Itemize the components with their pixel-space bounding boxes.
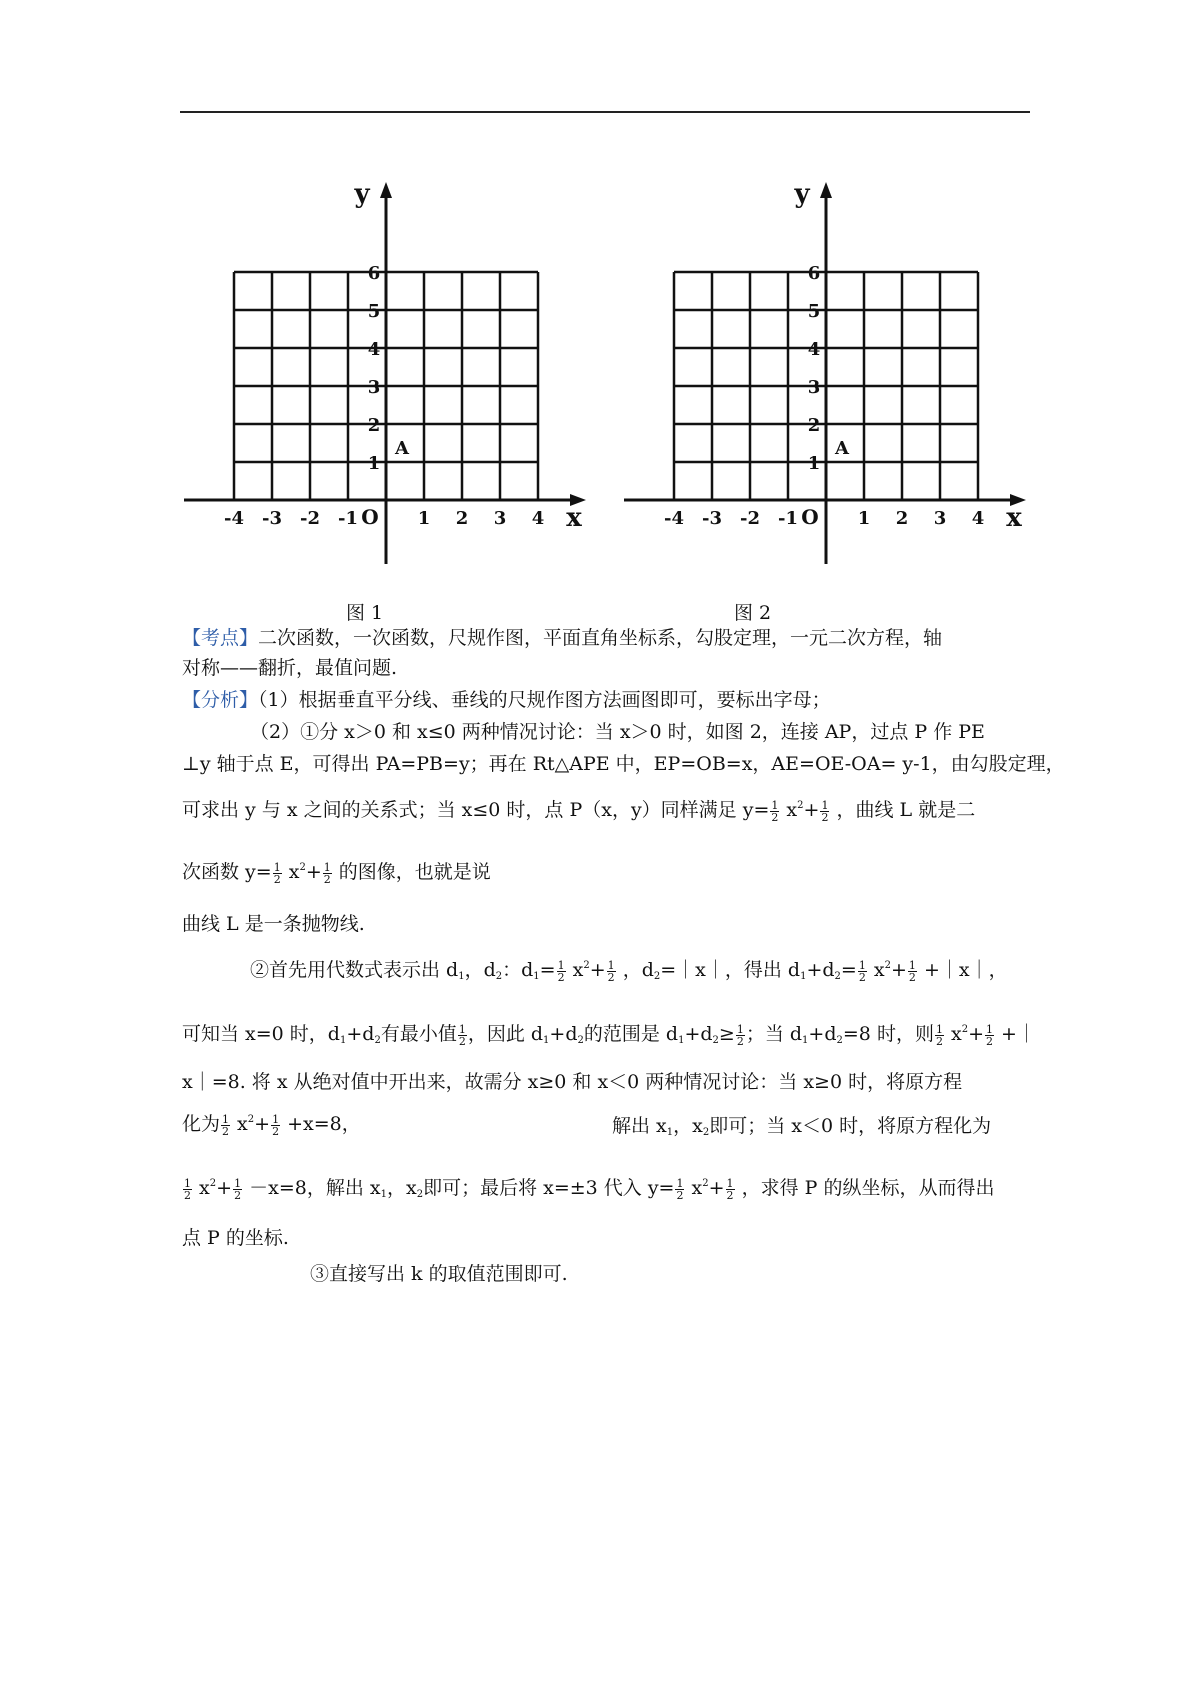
y-tick-label: 5 bbox=[807, 301, 821, 322]
figure-1 bbox=[180, 179, 600, 590]
x-tick-label: 1 bbox=[857, 508, 871, 529]
y-axis-arrow bbox=[380, 182, 392, 198]
y-tick-label: 3 bbox=[367, 377, 381, 398]
x-tick-label: 3 bbox=[933, 508, 947, 529]
fenxi-line-12: 点 P 的坐标. bbox=[182, 1227, 289, 1249]
x-tick-label: 4 bbox=[971, 508, 985, 529]
fenxi-tag: 【分析】 bbox=[182, 689, 259, 711]
x-tick-label: -1 bbox=[778, 508, 798, 529]
point-a-label: A bbox=[835, 438, 849, 459]
fenxi-line-7: ②首先用代数式表示出 $d_1$，$d_2$：$d_1=$ $\frac{1}{2}$ $x^2+$ $\frac{1}{2}$ ，$d_2=|x|$，得出 $d_1+d_2=$ $\frac{1}{2}$ $x^2+$ $\frac{1}{2}$ +｜x｜， bbox=[250, 958, 1008, 984]
fraction-half: $\frac{1}{2}$ bbox=[184, 1176, 191, 1202]
y-tick-label: 2 bbox=[807, 415, 821, 436]
fraction-half: $\frac{1}{2}$ bbox=[676, 1176, 684, 1202]
y-tick-label: 5 bbox=[367, 301, 381, 322]
x-tick-label: 2 bbox=[455, 508, 469, 529]
y-tick-label: 4 bbox=[367, 339, 381, 360]
fenxi-line-8: 可知当 x=0 时，$d_1+d_2$有最小值 $\frac{1}{2}$ ，因此 $d_1+d_2$的范围是 $d_1+d_2\ge$ $\frac{1}{2}$ ；当 $d_1+d_2=8$ 时，则 $\frac{1}{2}$ $x^2+$ $\frac{1}{2}$ +｜ bbox=[182, 1022, 1036, 1048]
fraction-half: $\frac{1}{2}$ bbox=[908, 958, 916, 984]
y-tick-label: 6 bbox=[807, 263, 821, 284]
y-tick-label: 3 bbox=[807, 377, 821, 398]
fraction-half: $\frac{1}{2}$ bbox=[273, 860, 281, 886]
x-tick-label: 4 bbox=[531, 508, 545, 529]
fraction-half: $\frac{1}{2}$ bbox=[771, 798, 779, 824]
fenxi-line-9: x｜=8. 将 x 从绝对值中开出来，故需分 x≥0 和 x＜0 两种情况讨论：当 x≥0 时，将原方程 bbox=[182, 1071, 963, 1093]
fenxi-text-1: （1）根据垂直平分线、垂线的尺规作图方法画图即可，要标出字母； bbox=[258, 689, 831, 711]
coordinate-grid-2 bbox=[620, 179, 1040, 590]
fraction-half: $\frac{1}{2}$ bbox=[726, 1176, 734, 1202]
fraction-half: $\frac{1}{2}$ bbox=[736, 1022, 744, 1048]
figure-2 bbox=[620, 179, 1040, 590]
x-tick-label: -1 bbox=[338, 508, 358, 529]
kaodian-tag: 【考点】 bbox=[182, 627, 259, 649]
fenxi-line-2: （2）①分 x＞0 和 x≤0 两种情况讨论：当 x＞0 时，如图 2，连接 AP，过点 P 作 PE bbox=[250, 721, 985, 743]
x-tick-label: -4 bbox=[664, 508, 684, 529]
fenxi-line-4: 可求出 y 与 x 之间的关系式；当 x≤0 时，点 P（x，y）同样满足 y= $\frac{1}{2}$ $x^2+$ $\frac{1}{2}$ ，曲线 L 就是二 bbox=[182, 798, 976, 824]
x-tick-label: 2 bbox=[895, 508, 909, 529]
y-axis-label: y bbox=[794, 179, 810, 209]
kaodian-text: 二次函数，一次函数，尺规作图，平面直角坐标系，勾股定理，一元二次方程，轴 bbox=[258, 627, 943, 649]
fenxi-line-13: ③直接写出 k 的取值范围即可. bbox=[310, 1263, 568, 1285]
y-tick-label: 1 bbox=[807, 453, 821, 474]
coordinate-grid-1 bbox=[180, 179, 600, 590]
x-tick-label: -2 bbox=[740, 508, 760, 529]
fraction-half: $\frac{1}{2}$ bbox=[935, 1022, 943, 1048]
fraction-half: $\frac{1}{2}$ bbox=[858, 958, 866, 984]
x-tick-label: 1 bbox=[417, 508, 431, 529]
y-axis-arrow bbox=[820, 182, 832, 198]
fenxi-line-1 bbox=[182, 688, 831, 712]
figure-2-caption: 图 2 bbox=[734, 602, 772, 624]
origin-label: O bbox=[801, 505, 819, 529]
header-rule bbox=[180, 111, 1030, 113]
fraction-half: $\frac{1}{2}$ bbox=[458, 1022, 466, 1048]
fenxi-line-3: ⊥y 轴于点 E，可得出 PA=PB=y；再在 Rt△APE 中，EP=OB=x，AE=OE-OA= y-1，由勾股定理， bbox=[182, 753, 1065, 775]
y-axis-label: y bbox=[354, 179, 370, 209]
x-axis-label: x bbox=[1006, 503, 1022, 533]
fraction-half: $\frac{1}{2}$ bbox=[323, 860, 331, 886]
x-tick-label: -3 bbox=[702, 508, 722, 529]
fenxi-line-10: 化为 $\frac{1}{2}$ $x^2+$ $\frac{1}{2}$ +x=8， bbox=[182, 1112, 361, 1138]
x-tick-label: -4 bbox=[224, 508, 244, 529]
y-tick-label: 2 bbox=[367, 415, 381, 436]
fraction-half: $\frac{1}{2}$ bbox=[222, 1112, 230, 1138]
kaodian-line-2: 对称——翻折，最值问题. bbox=[182, 657, 398, 679]
fraction-half: $\frac{1}{2}$ bbox=[234, 1176, 242, 1202]
fraction-half: $\frac{1}{2}$ bbox=[607, 958, 615, 984]
y-tick-label: 4 bbox=[807, 339, 821, 360]
point-a-label: A bbox=[395, 438, 409, 459]
x-tick-label: -3 bbox=[262, 508, 282, 529]
fenxi-line-5: 次函数 y= $\frac{1}{2}$ $x^2+$ $\frac{1}{2}$ 的图像，也就是说 bbox=[182, 860, 491, 886]
fraction-half: $\frac{1}{2}$ bbox=[272, 1112, 280, 1138]
kaodian-line-1 bbox=[182, 626, 942, 650]
x-axis-label: x bbox=[566, 503, 582, 533]
y-tick-label: 6 bbox=[367, 263, 381, 284]
x-tick-label: -2 bbox=[300, 508, 320, 529]
figure-1-caption: 图 1 bbox=[346, 602, 384, 624]
fenxi-line-6: 曲线 L 是一条抛物线. bbox=[182, 913, 365, 935]
fraction-half: $\frac{1}{2}$ bbox=[821, 798, 829, 824]
origin-label: O bbox=[361, 505, 379, 529]
fenxi-line-11: $\frac{1}{2}$ $x^2+$ $\frac{1}{2}$ －x=8，解出 $x_1$，$x_2$即可；最后将 x=±3 代入 y= $\frac{1}{2}$ $x^2+$ $\frac{1}{2}$ ，求得 P 的纵坐标，从而得出 bbox=[184, 1176, 995, 1202]
x-tick-label: 3 bbox=[493, 508, 507, 529]
fraction-half: $\frac{1}{2}$ bbox=[557, 958, 565, 984]
y-tick-label: 1 bbox=[367, 453, 381, 474]
fraction-half: $\frac{1}{2}$ bbox=[986, 1022, 994, 1048]
fenxi-line-10b: 解出 $x_1$，$x_2$即可；当 x＜0 时，将原方程化为 bbox=[612, 1115, 992, 1138]
